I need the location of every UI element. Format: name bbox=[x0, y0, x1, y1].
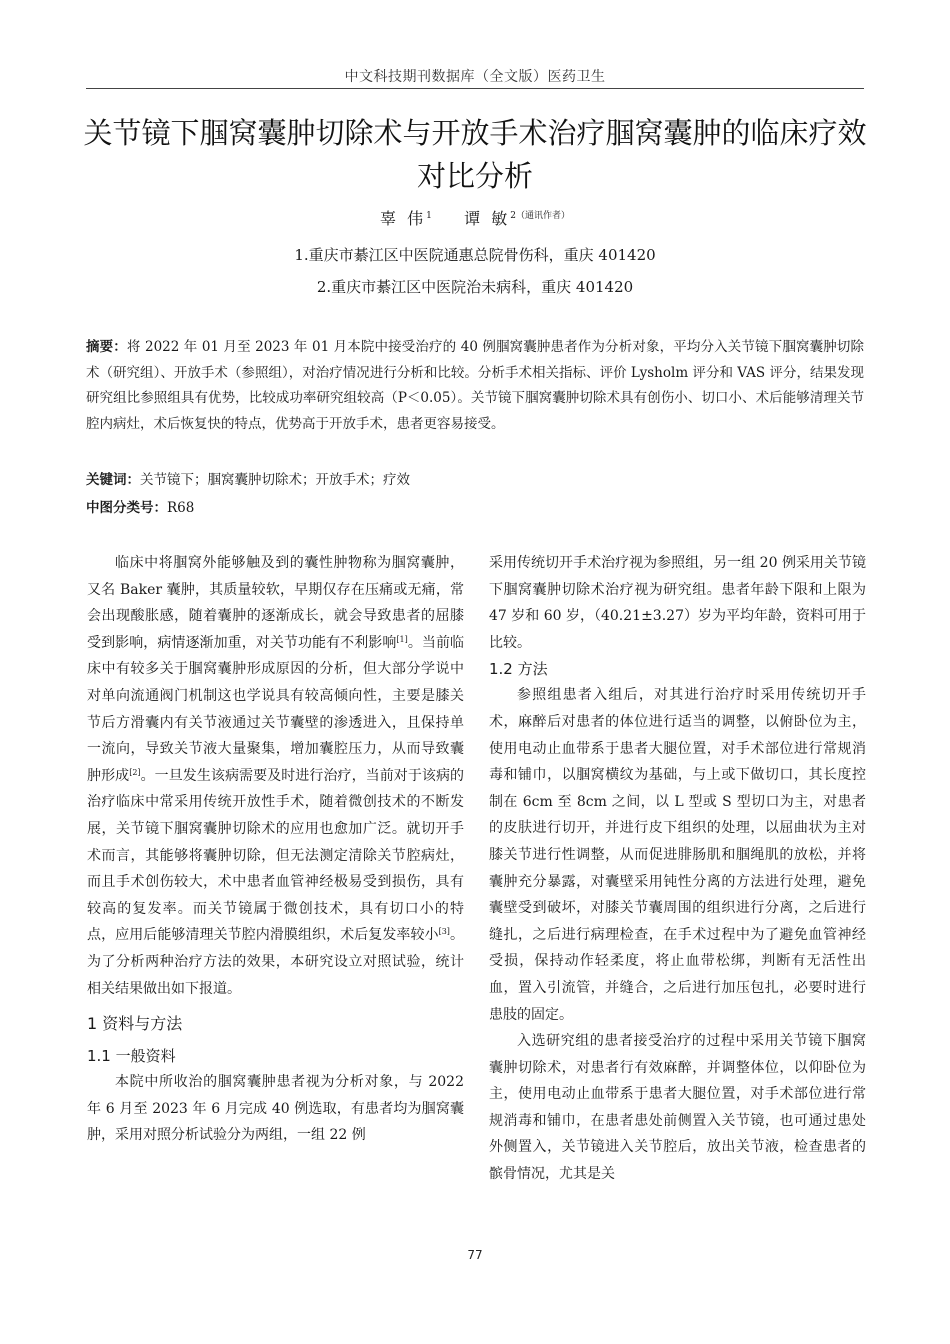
body-text: 。当前临床中有较多关于腘窝囊肿形成原因的分析，但大部分学说中对单向流通阀门机制这也学说具有较高倾向性，主要是膝关节后方滑囊内有关节液通过关节囊壁的渗透进入，且保持单一流向，导致关节液大量聚集，增加囊腔压力，从而导致囊肿形成 bbox=[87, 634, 465, 784]
header-rule bbox=[86, 88, 864, 89]
citation: [2] bbox=[129, 767, 141, 777]
body-text: 。为了分析两种治疗方法的效果，本研究设立对照试验，统计相关结果做出如下报道。 bbox=[87, 927, 465, 997]
author-name: 辜 伟 bbox=[380, 209, 427, 228]
subsection-heading: 1.2 方法 bbox=[489, 660, 548, 679]
citation: [3] bbox=[438, 927, 450, 937]
affiliation-2: 2.重庆市綦江区中医院治未病科，重庆 401420 bbox=[316, 278, 634, 296]
affiliation-1: 1.重庆市綦江区中医院通惠总院骨伤科，重庆 401420 bbox=[294, 246, 656, 264]
body-paragraph: 本院中所收治的腘窝囊肿患者视为分析对象，与 2022 年 6 月至 2023 年 6 月完成 40 例选取，有患者均为腘窝囊肿，采用对照分析试验分为两组，一组 22 例 bbox=[87, 1074, 464, 1144]
author-name: 谭 敏 bbox=[464, 209, 511, 228]
page-number: 77 bbox=[467, 1248, 483, 1262]
article-title: 关节镜下腘窝囊肿切除术与开放手术治疗腘窝囊肿的临床疗效对比分析 bbox=[83, 116, 867, 193]
body-text: 。一旦发生该病需要及时进行治疗，当前对于该病的治疗临床中常采用传统开放性手术，随着微创技术的不断发展，关节镜下腘窝囊肿切除术的应用也愈加广泛。就切开手术而言，其能够将囊肿切除，但无法测定清除关节腔病灶，而且手术创伤较大，术中患者血管神经极易受到损伤，具有较高的复发率。而关节镜属于微创技术，具有切口小的特点，应用后能够清理关节腔内滑膜组织，术后复发率较小 bbox=[87, 767, 465, 944]
abstract bbox=[86, 335, 864, 437]
classification-number bbox=[86, 498, 864, 518]
author-affiliation-mark: 2（通讯作者） bbox=[510, 211, 570, 221]
running-head: 中文科技期刊数据库（全文版）医药卫生 bbox=[344, 69, 606, 85]
subsection-heading: 1.1 一般资料 bbox=[87, 1047, 176, 1066]
section-heading: 1 资料与方法 bbox=[87, 1014, 183, 1034]
body-paragraph: 采用传统切开手术治疗视为参照组，另一组 20 例采用关节镜下腘窝囊肿切除术治疗视为研究组。患者年龄下限和上限为 47 岁和 60 岁，（40.21±3.27）岁为平均年龄，资料可用于比较。 bbox=[489, 555, 866, 651]
abstract-text: 将 2022 年 01 月至 2023 年 01 月本院中接受治疗的 40 例腘窝囊肿患者作为分析对象，平均分入关节镜下腘窝囊肿切除术（研究组）、开放手术（参照组），对治疗情况进行分析和比较。分析手术相关指标、评价 Lysholm 评分和 VAS 评分，结果发现研究组比参照组具有优势，比较成功率研究组较高（P＜0.05）。关节镜下腘窝囊肿切除术具有创伤小、切口小、术后能够清理关节腔内病灶，术后恢复快的特点，优势高于开放手术，患者更容易接受。 bbox=[86, 339, 865, 432]
body-paragraph: 入选研究组的患者接受治疗的过程中采用关节镜下腘窝囊肿切除术，对患者行有效麻醉，并调整体位，以仰卧位为主，使用电动止血带系于患者大腿位置，对手术部位进行常规消毒和铺巾，在患者患处前侧置入关节镜，也可通过患处外侧置入，关节镜进入关节腔后，放出关节液，检查患者的髌骨情况，尤其是关 bbox=[489, 1033, 866, 1183]
citation: [1] bbox=[396, 634, 408, 644]
body-text: 临床中将腘窝外能够触及到的囊性肿物称为腘窝囊肿，又名 Baker 囊肿，其质量较软，早期仅存在压痛或无痛，常会出现酸胀感，随着囊肿的逐渐成长，就会导致患者的屈膝受到影响，病情逐渐加重，对关节功能有不利影响 bbox=[87, 555, 464, 651]
keywords-text: 关节镜下；腘窝囊肿切除术；开放手术；疗效 bbox=[140, 472, 410, 488]
author-line bbox=[0, 206, 950, 229]
right-column bbox=[489, 550, 866, 1188]
keywords-label: 关键词： bbox=[86, 472, 140, 488]
classification-text: R68 bbox=[167, 500, 195, 516]
left-column bbox=[87, 550, 464, 1149]
body-paragraph: 参照组患者入组后，对其进行治疗时采用传统切开手术，麻醉后对患者的体位进行适当的调整，以俯卧位为主，使用电动止血带系于患者大腿位置，对手术部位进行常规消毒和铺巾，以腘窝横纹为基础，与上或下做切口，其长度控制在 6cm 至 8cm 之间，以 L 型或 S 型切口为主，对患者的皮肤进行切开，并进行皮下组织的处理，以屈曲状为主对膝关节进行性调整，从而促进腓肠肌和腘绳肌的放松，并将囊肿充分暴露，对囊壁采用钝性分离的方法进行处理，避免囊壁受到破坏，对膝关节囊周围的组织进行分离，之后进行缝扎，之后进行病理检查，在手术过程中为了避免血管神经受损，保持动作轻柔度，将止血带松绑，判断有无活性出血，置入引流管，并缝合，之后进行加压包扎，必要时进行患肢的固定。 bbox=[489, 687, 866, 1023]
author-affiliation-mark: 1 bbox=[426, 211, 432, 221]
intro-paragraph bbox=[87, 550, 464, 1002]
keywords bbox=[86, 470, 864, 490]
abstract-label: 摘要： bbox=[86, 339, 127, 355]
classification-label: 中图分类号： bbox=[86, 500, 167, 516]
